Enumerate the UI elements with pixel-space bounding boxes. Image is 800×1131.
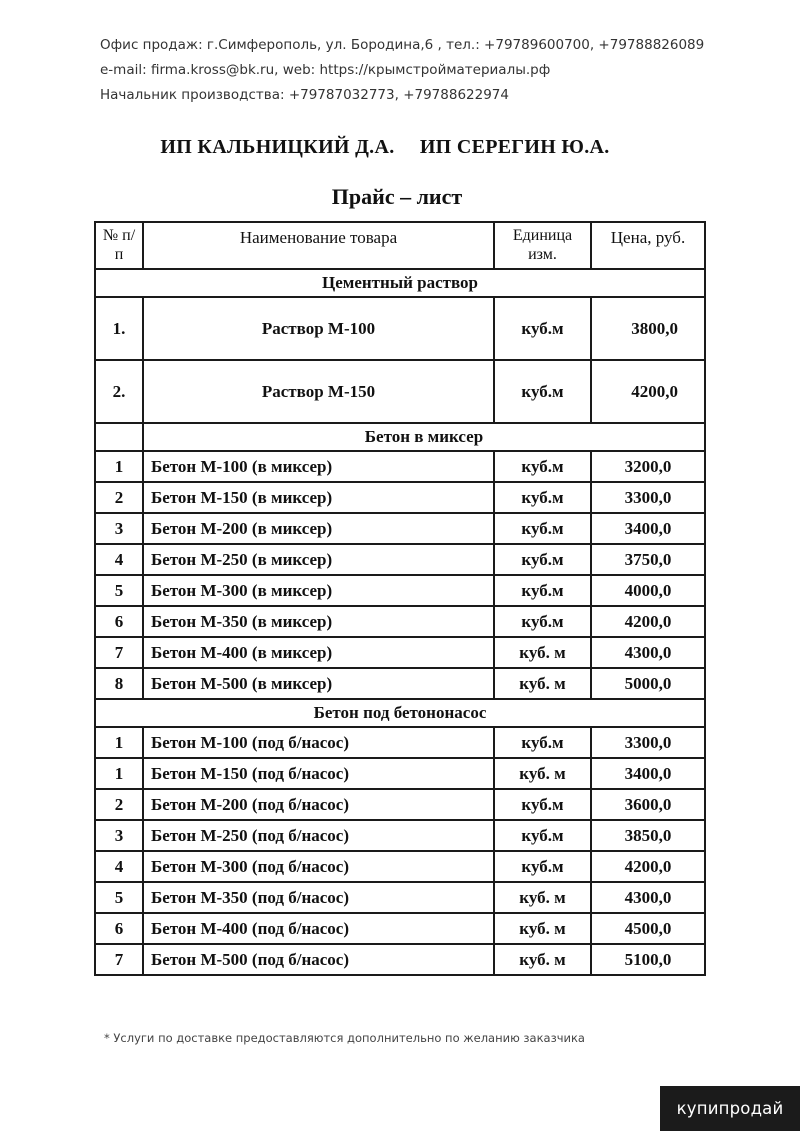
product-price: 3300,0	[591, 727, 705, 758]
column-header-unit: Единица изм.	[494, 222, 591, 269]
contact-office-phones: Офис продаж: г.Симферополь, ул. Бородина,6 , тел.: +79789600700, +79788826089	[100, 37, 705, 53]
product-price: 5100,0	[591, 944, 705, 975]
product-unit: куб.м	[494, 606, 591, 637]
owner-name: ИП КАЛЬНИЦКИЙ Д.А.	[160, 136, 395, 158]
row-number: 6	[95, 913, 143, 944]
table-row	[95, 882, 705, 913]
product-price: 3400,0	[591, 758, 705, 789]
row-number: 1.	[95, 297, 143, 360]
product-price: 3850,0	[591, 820, 705, 851]
product-name: Бетон М-300 (в миксер)	[143, 575, 494, 606]
table-header-row	[95, 222, 705, 269]
empty-cell	[95, 423, 143, 451]
product-price: 4300,0	[591, 637, 705, 668]
table-row	[95, 360, 705, 423]
product-name: Бетон М-400 (в миксер)	[143, 637, 494, 668]
row-number: 3	[95, 513, 143, 544]
table-row	[95, 482, 705, 513]
product-price: 4000,0	[591, 575, 705, 606]
product-unit: куб.м	[494, 851, 591, 882]
section-row-concrete-mixer	[95, 423, 705, 451]
product-name: Бетон М-200 (в миксер)	[143, 513, 494, 544]
row-number: 7	[95, 944, 143, 975]
product-name: Бетон М-350 (под б/насос)	[143, 882, 494, 913]
row-number: 1	[95, 451, 143, 482]
product-name: Раствор М-150	[143, 360, 494, 423]
section-title: Цементный раствор	[95, 269, 705, 297]
table-row	[95, 297, 705, 360]
product-price: 3400,0	[591, 513, 705, 544]
product-price: 3200,0	[591, 451, 705, 482]
product-unit: куб.м	[494, 451, 591, 482]
owner-name: ИП СЕРЕГИН Ю.А.	[419, 136, 610, 158]
table-row	[95, 758, 705, 789]
table-row	[95, 851, 705, 882]
product-price: 4300,0	[591, 882, 705, 913]
product-name: Раствор М-100	[143, 297, 494, 360]
section-row-cement-mortar	[95, 269, 705, 297]
product-name: Бетон М-500 (в миксер)	[143, 668, 494, 699]
row-number: 3	[95, 820, 143, 851]
column-header-num: № п/п	[95, 222, 143, 269]
owners-heading	[0, 136, 770, 159]
column-header-name: Наименование товара	[143, 222, 494, 269]
product-unit: куб.м	[494, 727, 591, 758]
product-unit: куб. м	[494, 668, 591, 699]
product-unit: куб.м	[494, 513, 591, 544]
product-name: Бетон М-500 (под б/насос)	[143, 944, 494, 975]
row-number: 6	[95, 606, 143, 637]
table-row	[95, 544, 705, 575]
table-row	[95, 727, 705, 758]
table-row	[95, 913, 705, 944]
row-number: 8	[95, 668, 143, 699]
product-unit: куб. м	[494, 913, 591, 944]
product-name: Бетон М-150 (под б/насос)	[143, 758, 494, 789]
product-unit: куб.м	[494, 544, 591, 575]
product-unit: куб.м	[494, 575, 591, 606]
product-price: 4200,0	[591, 360, 705, 423]
product-unit: куб.м	[494, 789, 591, 820]
product-unit: куб.м	[494, 820, 591, 851]
contact-email-web: e-mail: firma.kross@bk.ru, web: https://крымстройматериалы.рф	[100, 62, 551, 78]
product-unit: куб.м	[494, 482, 591, 513]
product-price: 3600,0	[591, 789, 705, 820]
column-header-price: Цена, руб.	[591, 222, 705, 269]
product-name: Бетон М-250 (в миксер)	[143, 544, 494, 575]
row-number: 1	[95, 758, 143, 789]
table-row	[95, 789, 705, 820]
product-price: 3300,0	[591, 482, 705, 513]
product-name: Бетон М-100 (в миксер)	[143, 451, 494, 482]
page-title: Прайс – лист	[331, 184, 463, 209]
row-number: 1	[95, 727, 143, 758]
product-price: 4200,0	[591, 606, 705, 637]
table-row	[95, 637, 705, 668]
row-number: 5	[95, 575, 143, 606]
product-unit: куб. м	[494, 758, 591, 789]
delivery-footnote: * Услуги по доставке предоставляются дополнительно по желанию заказчика	[104, 1031, 585, 1045]
row-number: 5	[95, 882, 143, 913]
row-number: 2	[95, 789, 143, 820]
table-row	[95, 944, 705, 975]
row-number: 4	[95, 544, 143, 575]
product-name: Бетон М-150 (в миксер)	[143, 482, 494, 513]
product-price: 4200,0	[591, 851, 705, 882]
contacts-block	[100, 33, 704, 108]
table-row	[95, 820, 705, 851]
section-title: Бетон под бетононасос	[95, 699, 705, 727]
price-table	[94, 221, 706, 976]
product-price: 3750,0	[591, 544, 705, 575]
section-title: Бетон в миксер	[143, 423, 705, 451]
product-unit: куб. м	[494, 882, 591, 913]
table-row	[95, 668, 705, 699]
product-unit: куб.м	[494, 297, 591, 360]
row-number: 2.	[95, 360, 143, 423]
table-row	[95, 606, 705, 637]
table-row	[95, 575, 705, 606]
row-number: 4	[95, 851, 143, 882]
contact-production-head: Начальник производства: +79787032773, +79788622974	[100, 87, 509, 103]
row-number: 2	[95, 482, 143, 513]
section-row-concrete-pump	[95, 699, 705, 727]
site-watermark-logo: купипродай	[660, 1086, 800, 1131]
product-name: Бетон М-100 (под б/насос)	[143, 727, 494, 758]
product-name: Бетон М-300 (под б/насос)	[143, 851, 494, 882]
product-price: 5000,0	[591, 668, 705, 699]
table-row	[95, 513, 705, 544]
product-price: 4500,0	[591, 913, 705, 944]
product-unit: куб. м	[494, 637, 591, 668]
product-unit: куб.м	[494, 360, 591, 423]
product-price: 3800,0	[591, 297, 705, 360]
product-name: Бетон М-200 (под б/насос)	[143, 789, 494, 820]
product-name: Бетон М-250 (под б/насос)	[143, 820, 494, 851]
product-name: Бетон М-350 (в миксер)	[143, 606, 494, 637]
product-unit: куб. м	[494, 944, 591, 975]
table-row	[95, 451, 705, 482]
product-name: Бетон М-400 (под б/насос)	[143, 913, 494, 944]
row-number: 7	[95, 637, 143, 668]
